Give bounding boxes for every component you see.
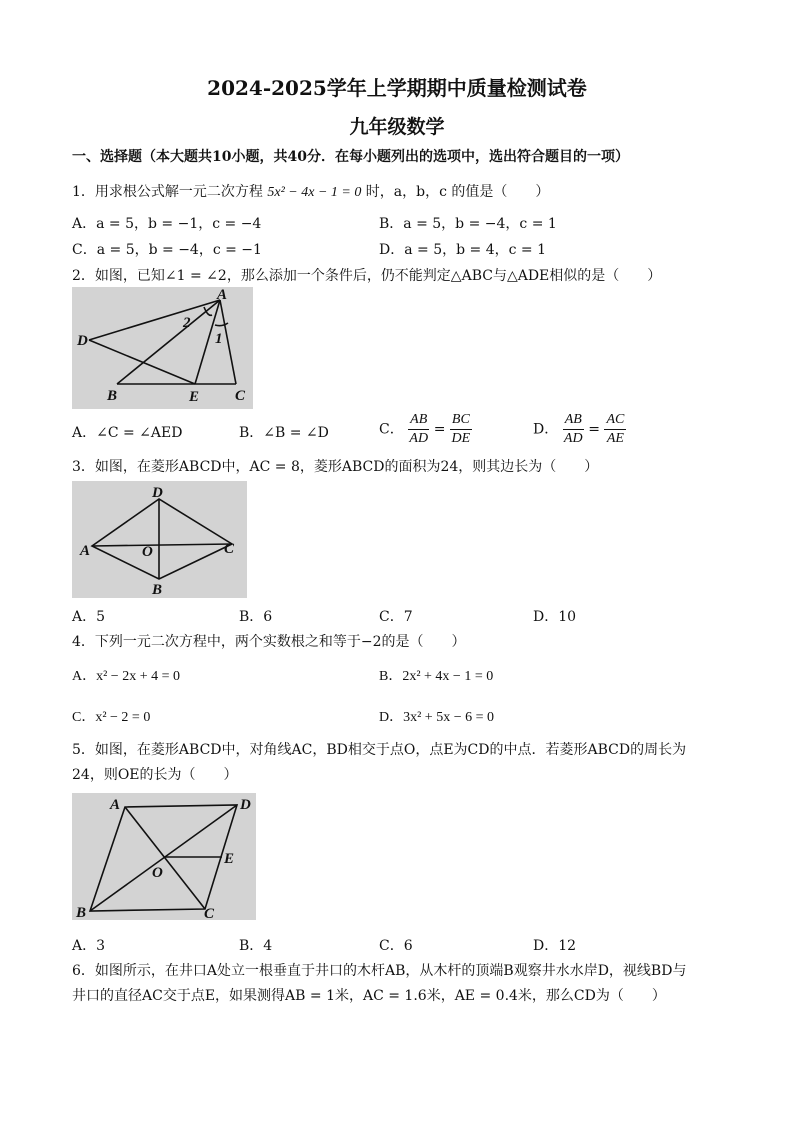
- q2-option-c-equals: =: [433, 421, 446, 438]
- q2-option-a: A．∠C = ∠AED: [72, 425, 183, 441]
- q2-label-e: E: [189, 389, 200, 405]
- q3-label-d: D: [152, 485, 163, 501]
- exam-title: 2024-2025学年上学期期中质量检测试卷: [207, 76, 587, 100]
- q3-option-d: D．10: [533, 609, 577, 625]
- q1-stem-end: 时，a，b，c 的值是（ ）: [365, 184, 550, 200]
- q2-option-d-prefix: D．: [533, 421, 559, 438]
- q1-equation: 5x² − 4x − 1 = 0: [267, 185, 362, 200]
- q2-d-num2: AC: [604, 411, 626, 430]
- q2-option-d-fraction-1: [563, 411, 584, 448]
- q4-option-b: B．2x² + 4x − 1 = 0: [379, 669, 494, 684]
- q2-d-den1: AD: [563, 431, 583, 446]
- q3-option-b: B．6: [239, 609, 273, 625]
- q2-option-c-prefix: C．: [379, 421, 404, 438]
- question-5-stem-line-1: 5．如图，在菱形ABCD中，对角线AC，BD相交于点O，点E为CD的中点．若菱形ABCD的周长为: [72, 742, 687, 758]
- q2-label-a: A: [217, 287, 228, 303]
- section-heading: 一、选择题（本大题共10小题，共40分．在每小题列出的选项中，选出符合题目的一项）: [72, 149, 629, 165]
- q5-label-o: O: [152, 865, 163, 881]
- q1-option-c: C．a = 5，b = −4，c = −1: [72, 242, 262, 258]
- q1-option-b: B．a = 5，b = −4，c = 1: [379, 216, 557, 232]
- q2-label-c: C: [235, 388, 246, 404]
- q2-c-num1: AB: [408, 411, 429, 430]
- q2-c-den2: DE: [451, 431, 471, 446]
- q3-option-a: A．5: [72, 609, 106, 625]
- q4-option-a: A．x² − 2x + 4 = 0: [72, 669, 180, 684]
- q1-option-a: A．a = 5，b = −1，c = −4: [72, 216, 262, 232]
- q2-figure: [72, 287, 253, 409]
- q2-option-d: [533, 411, 626, 448]
- q5-label-a: A: [110, 797, 121, 813]
- question-2-stem: 2．如图，已知∠1 = ∠2，那么添加一个条件后，仍不能判定△ABC与△ADE相似的是（ ）: [72, 268, 662, 284]
- q5-option-b: B．4: [239, 938, 273, 954]
- q2-c-den1: AD: [409, 431, 429, 446]
- q2-c-num2: BC: [450, 411, 472, 430]
- q5-figure: [72, 793, 256, 920]
- q5-label-b: B: [76, 905, 87, 920]
- q5-option-d: D．12: [533, 938, 577, 954]
- q2-d-den2: AE: [606, 431, 624, 446]
- q2-triangle-diagram: [72, 287, 253, 409]
- q2-label-2: 2: [183, 315, 191, 331]
- question-1-stem: [72, 181, 549, 201]
- q2-option-c: [379, 411, 472, 448]
- q3-figure: [72, 481, 247, 598]
- q2-option-d-equals: =: [588, 421, 600, 438]
- q3-rhombus-diagram: [72, 481, 247, 598]
- q2-label-d: D: [77, 333, 88, 349]
- exam-subtitle: 九年级数学: [349, 116, 445, 138]
- q2-option-c-fraction-2: [450, 411, 472, 448]
- q1-stem-start: 1．用求根公式解一元二次方程: [72, 184, 263, 200]
- q3-option-c: C．7: [379, 609, 413, 625]
- q5-label-c: C: [204, 906, 215, 920]
- q5-option-c: C．6: [379, 938, 413, 954]
- q5-rhombus-diagram: [72, 793, 256, 920]
- q5-label-e: E: [224, 851, 235, 867]
- question-4-stem: 4．下列一元二次方程中，两个实数根之和等于−2的是（ ）: [72, 634, 466, 650]
- q1-option-d: D．a = 5，b = 4，c = 1: [379, 242, 546, 258]
- question-5-stem-line-2: 24，则OE的长为（ ）: [72, 767, 238, 783]
- q3-label-a: A: [80, 543, 91, 559]
- q4-option-c: C．x² − 2 = 0: [72, 710, 151, 725]
- question-3-stem: 3．如图，在菱形ABCD中，AC = 8，菱形ABCD的面积为24，则其边长为（ ）: [72, 459, 599, 475]
- q2-option-c-fraction-1: [408, 411, 429, 448]
- question-6-stem-line-2: 井口的直径AC交于点E，如果测得AB = 1米，AC = 1.6米，AE = 0.4米，那么CD为（ ）: [72, 988, 666, 1004]
- q2-label-b: B: [107, 388, 118, 404]
- q5-label-d: D: [240, 797, 251, 813]
- q2-label-1: 1: [215, 331, 223, 347]
- q2-option-b: B．∠B = ∠D: [239, 425, 329, 441]
- q2-option-d-fraction-2: [604, 411, 626, 448]
- q3-label-b: B: [152, 582, 163, 598]
- q4-option-d: D．3x² + 5x − 6 = 0: [379, 710, 494, 725]
- q2-d-num1: AB: [563, 411, 584, 430]
- q3-label-o: O: [142, 544, 153, 560]
- q3-label-c: C: [224, 541, 235, 557]
- q5-option-a: A．3: [72, 938, 106, 954]
- question-6-stem-line-1: 6．如图所示，在井口A处立一根垂直于井口的木杆AB，从木杆的顶端B观察井水水岸D，视线BD与: [72, 963, 687, 979]
